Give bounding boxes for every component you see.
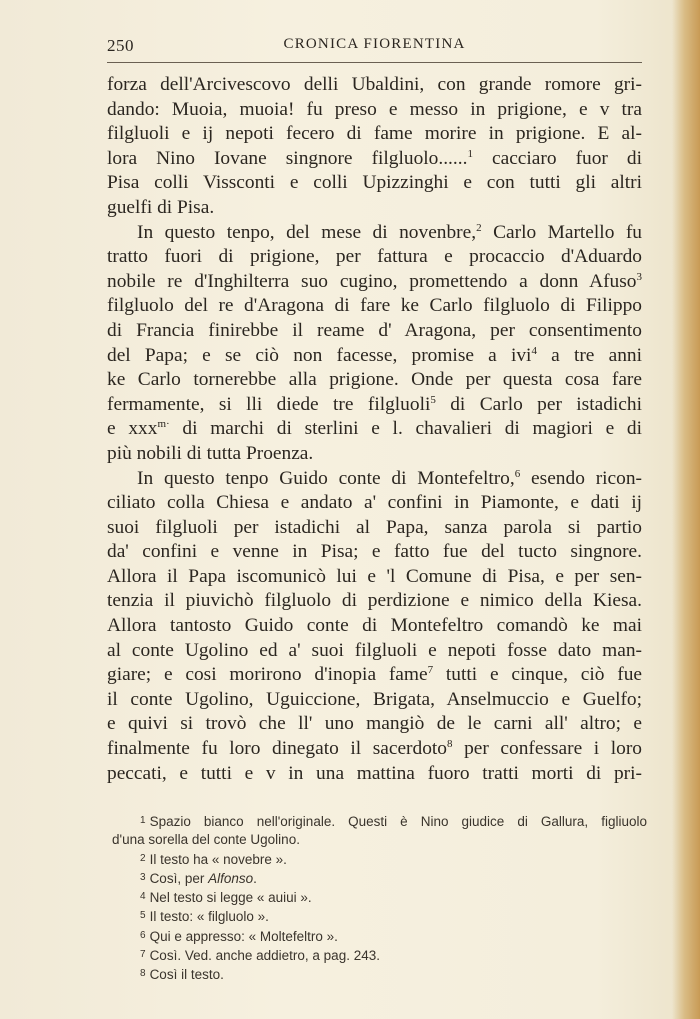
text-line: e quivi si trovò che ll' uno mangiò de le carni all' altro; e	[107, 713, 642, 735]
footnote-ref: 7	[427, 664, 434, 677]
footnote: $^1$ Spazio bianco nell'originale. Questi è Nino giudice di Gallura, figliuolo	[140, 814, 647, 829]
footnote-continuation: d'una sorella del conte Ugolino.	[112, 832, 300, 848]
footnote-ref: 6	[514, 467, 521, 480]
footnote: $^5$ Il testo: « filgluolo ».	[140, 909, 269, 925]
text-line: tratto fuori di prigione, per fattura e procaccio d'Aduardo	[107, 246, 642, 268]
running-title: CRONICA FIORENTINA	[283, 36, 466, 52]
text-line: Allora il Papa iscomunicò lui e 'l Comune di Pisa, e per sen-	[107, 565, 642, 587]
text-line: filgluoli e ij nepoti fecero di fame morire in prigione. E al-	[107, 123, 642, 145]
text-line: e xxx$^{m\cdot}$ di marchi di sterlini e l. chavalieri di magiori e di	[107, 418, 642, 440]
footnotes	[112, 812, 647, 985]
footnote: $^8$ Così il testo.	[140, 967, 224, 983]
footnote-number: 2	[140, 852, 146, 864]
footnote: $^7$ Così. Ved. anche addietro, a pag. 243.	[140, 948, 380, 964]
text-line: ke Carlo tornerebbe alla prigione. Onde per questa cosa fare	[107, 369, 642, 391]
text-line: Pisa colli Vissconti e colli Upizzinghi e con tutti gli altri	[107, 172, 642, 194]
page-number: 250	[107, 36, 134, 55]
footnote-number: 8	[140, 968, 146, 980]
footnote-ref: 5	[430, 393, 436, 406]
footnote-number: 1	[140, 815, 146, 826]
footnote-number: 3	[140, 871, 146, 883]
text-line: del Papa; e se ciò non facesse, promise a ivi$^4$ a tre anni	[107, 344, 642, 366]
page-header	[107, 36, 642, 56]
footnote: $^2$ Il testo ha « novebre ».	[140, 851, 287, 867]
footnote: $^3$ Così, per Alfonso.	[140, 870, 257, 886]
header-rule	[107, 62, 642, 63]
text-line: giare; e cosi morirono d'inopia fame$^7$ tutti e cinque, ciò fue	[107, 664, 642, 686]
main-text	[107, 73, 642, 786]
text-line: il conte Ugolino, Uguiccione, Brigata, Anselmuccio e Guelfo;	[107, 688, 642, 710]
text-line: tenzia il piuvichò filgluolo di perdizione e nimico della Kiesa.	[107, 590, 642, 612]
text-line: forza dell'Arcivescovo delli Ubaldini, con grande romore gri-	[107, 74, 642, 95]
page-edge-shadow	[672, 0, 700, 1019]
footnote-number: 6	[140, 929, 146, 941]
text-line: ciliato colla Chiesa e andato a' confini in Piamonte, e dati ij	[107, 492, 642, 514]
footnote-number: 4	[140, 891, 146, 903]
footnote: $^4$ Nel testo si legge « auiui ».	[140, 890, 312, 906]
text-line: In questo tenpo Guido conte di Montefeltro,$^6$ esendo ricon-	[137, 467, 642, 489]
text-line: di Francia finirebbe il reame d' Aragona, per consentimento	[107, 319, 642, 341]
text-line: al conte Ugolino ed a' suoi filgluoli e nepoti fosse dato man-	[107, 639, 642, 661]
footnote-ref: 4	[531, 344, 537, 357]
footnote: $^6$ Qui e appresso: « Moltefeltro ».	[140, 928, 338, 944]
text-line: da' confini e venne in Pisa; e fatto fue del tucto singnore.	[107, 541, 642, 563]
text-line: più nobili di tutta Proenza.	[107, 442, 314, 464]
text-line: peccati, e tutti e v in una mattina fuoro tratti morti di pri-	[107, 762, 642, 784]
footnote-ref: 8	[447, 738, 453, 751]
text-line: nobile re d'Inghilterra suo cugino, promettendo a donn Afuso$^3$	[107, 270, 642, 292]
footnote-ref: 1	[467, 147, 473, 160]
footnote-ref: 2	[476, 221, 482, 234]
text-line: fermamente, si lli diede tre filgluoli$^5$ di Carlo per istadichi	[107, 393, 642, 415]
text-line: dando: Muoia, muoia! fu preso e messo in prigione, e v tra	[107, 98, 642, 120]
text-line: lora Nino Iovane singnore filgluolo......$^1$ cacciaro fuor di	[107, 147, 642, 169]
footnote-number: 7	[140, 949, 146, 961]
text-line: filgluolo del re d'Aragona di fare ke Carlo filgluolo di Filippo	[107, 295, 642, 317]
superscript-abbrev: m·	[157, 418, 170, 431]
text-line: finalmente fu loro dinegato il sacerdoto$^8$ per confessare i loro	[107, 738, 642, 760]
footnote-number: 5	[140, 910, 146, 922]
text-line: guelfi di Pisa.	[107, 196, 215, 218]
footnote-ref: 3	[636, 270, 642, 283]
text-line: Allora tantosto Guido conte di Montefeltro comandò ke mai	[107, 615, 642, 637]
text-line: In questo tenpo, del mese di novenbre,$^2$ Carlo Martello fu	[137, 221, 643, 243]
text-line: suoi filgluoli per istadichi al Papa, sanza parola si partio	[107, 516, 642, 538]
